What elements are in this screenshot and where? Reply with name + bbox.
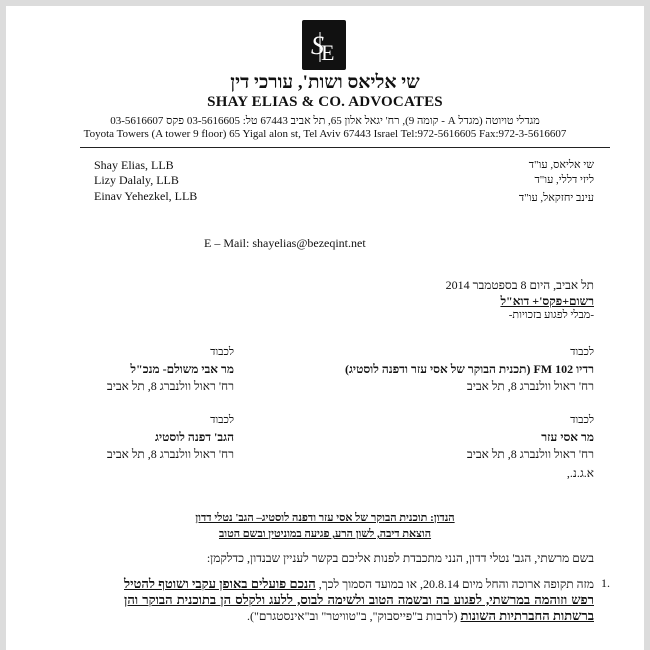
recipient-address: רח' ראול וולנברג 8, תל אביב [106,447,234,461]
recipient-name: רדיו FM 102 (תכנית הבוקר של אסי עזר ודפנה לוסטיג) [344,362,594,376]
recipient-address: רח' ראול וולנברג 8, תל אביב [466,379,594,393]
header-divider [80,147,610,148]
recipient-name: מר אבי משולם- מנכ"ל [130,362,234,376]
recipient-block [107,344,234,395]
recipient-to: לכבוד [210,346,234,358]
lawyer-en-1: Shay Elias, LLB [94,158,174,172]
lawyer-en-2: Lizy Dalaly, LLB [94,173,179,187]
subject-line-2: הוצאת דיבה, לשון הרע, פגיעה במוניטין ובשם הטוב [218,528,432,540]
recipient-block [107,412,234,463]
lawyer-en-3: Einav Yehezkel, LLB [94,189,198,203]
paragraph-number: 1. [601,576,610,590]
email-line: E – Mail: shayelias@bezeqint.net [204,236,366,250]
recipient-to: לכבוד [570,346,594,358]
letter-page [6,6,644,650]
paragraph-1 [124,576,594,624]
lawyer-he-2: ליזי דללי, עו"ד [534,174,594,186]
without-prejudice-note: -מבלי לפגוע בזכויות- [508,309,594,321]
svg-text:E: E [321,40,335,65]
address-english: Toyota Towers (A tower 9 floor) 65 Yigal alon st, Tel Aviv 67443 Israel Tel:972-5616605 Fax:972-3-5616607 [83,128,567,140]
recipient-block [345,344,594,395]
svg-text:S: S [311,31,324,60]
paragraph-intro: מזה תקופה ארוכה והחל מיום 20.8.14, או במועד הסמוך לכך, [318,577,595,591]
paragraph-tail: (לרבות ב"פייסבוק", ב"טוויטר" וב"אינסטגרם"). [247,609,458,623]
recipient-name: מר אסי עזר [541,430,594,444]
opening-line: בשם מרשתי, הגב' נטלי דדון, הנני מתכבדת לפנות אליכם בקשר לעניין שבנדון, כדלקמן: [206,551,594,565]
recipient-to: לכבוד [570,414,594,426]
delivery-method: רשום+פקס'+ דוא"ל [500,294,594,308]
recipient-block [467,412,594,463]
recipient-name: הגב' דפנה לוסטיג [155,430,234,444]
greeting: א.ג.נ., [566,466,594,480]
lawyer-he-1: שי אליאס, עו"ד [528,159,594,171]
address-hebrew: מגדלי טויוטה (מגדל A - קומה 9), רח' יגאל אלון 65, תל אביב 67443 טל: 03-5616605 פקס 03-5616607 [110,115,540,127]
subject-block [6,510,644,542]
firm-logo [302,20,346,70]
paragraph-bold-text: הנכם פועלים באופן עקבי ושוטף להטיל רפש וזוהמה במרשתי, לפגוע בה ובשמה הטוב ולשימה לבוס, ללעג ולקלס הן בתוכנית הבוקר והן ברשתות החברתיות השונות [124,576,594,623]
recipient-address: רח' ראול וולנברג 8, תל אביב [466,447,594,461]
firm-name-english: SHAY ELIAS & CO. ADVOCATES [207,94,443,110]
subject-line-1: הנדון: תוכנית הבוקר של אסי עזר ודפנה לוסטיג– הגב' נטלי דדון [195,512,455,524]
recipient-address: רח' ראול וולנברג 8, תל אביב [106,379,234,393]
recipient-to: לכבוד [210,414,234,426]
lawyer-he-3: עינב יחזקאל, עו"ד [518,192,594,204]
date-line: תל אביב, היום 8 בספטמבר 2014 [445,278,594,292]
firm-name-hebrew: שי אליאס ושות', עורכי דין [230,72,420,93]
se-monogram-icon [306,24,342,66]
